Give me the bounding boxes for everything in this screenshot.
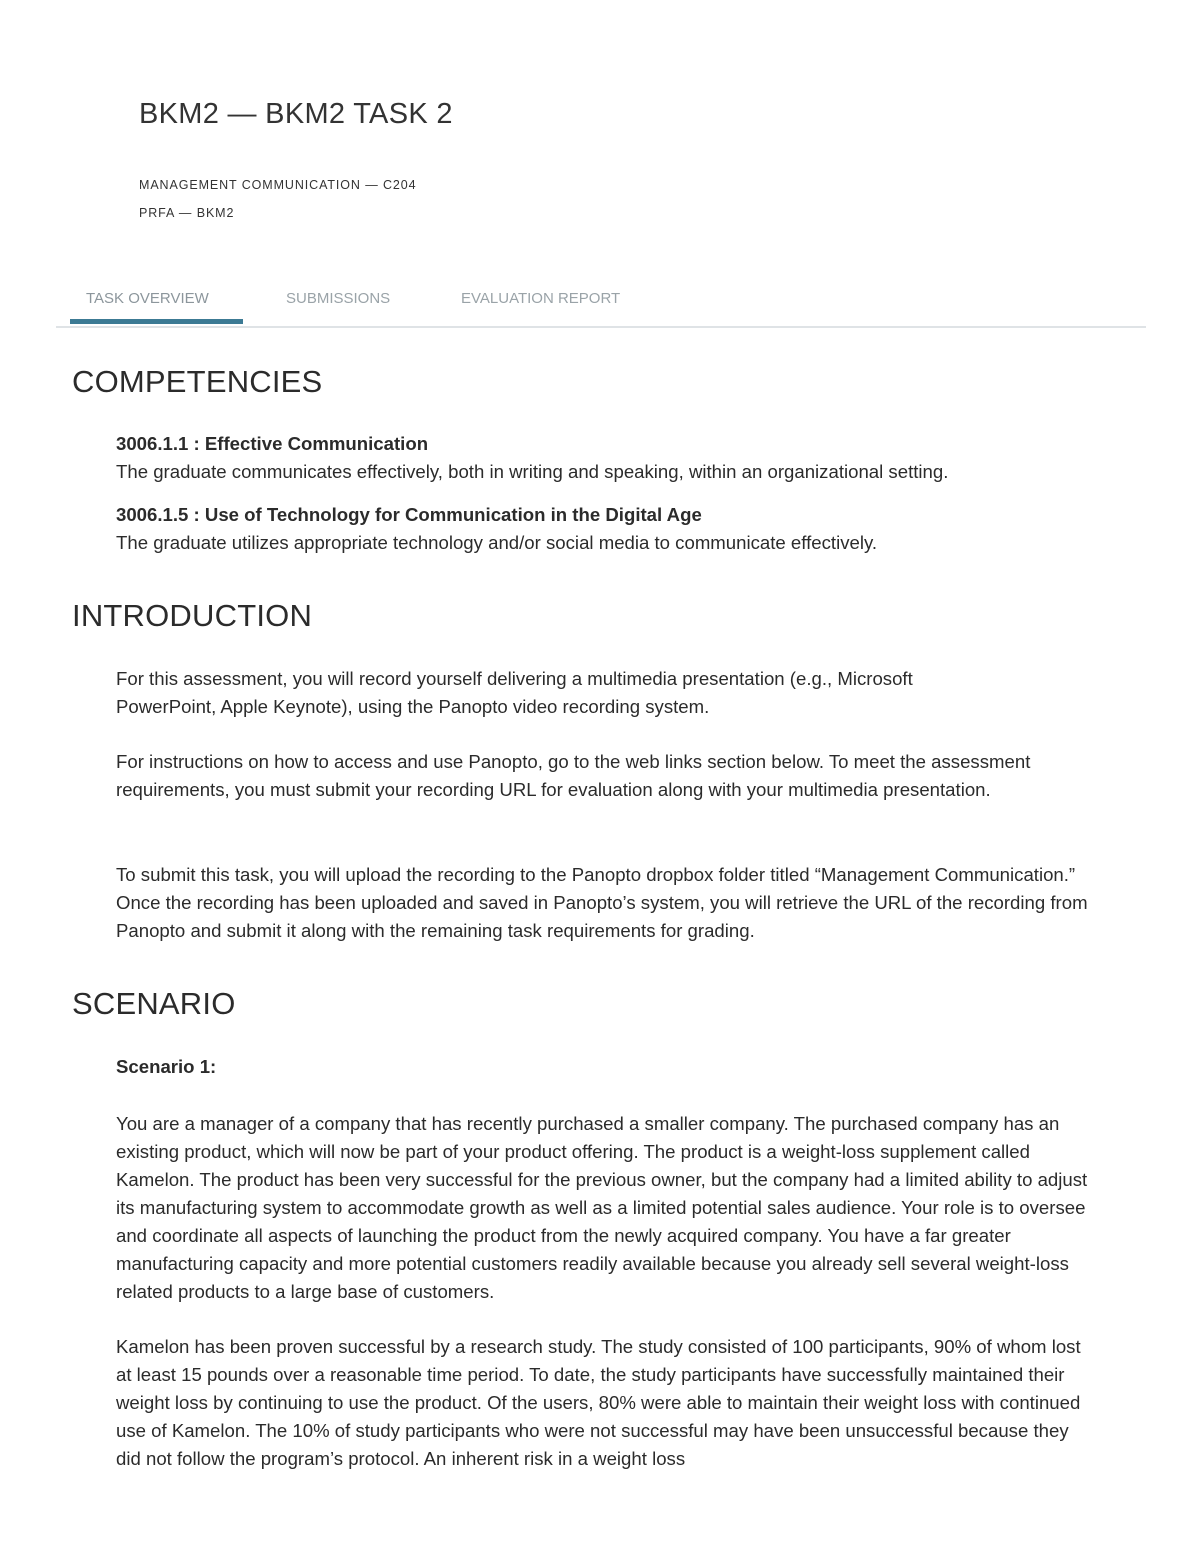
tab-evaluation-report[interactable]: EVALUATION REPORT [461,290,621,307]
scenario-heading: SCENARIO [72,986,236,1021]
scenario-paragraph: You are a manager of a company that has recently purchased a smaller company. The purchased company has an existing product, which will now be part of your product offering. The product is a weight-loss supplement called Kamelon. The product has been very successful for the previous owner, but the company had a limited ability to adjust its manufacturing system to accommodate growth as well as a limited potential sales audience. Your role is to oversee and coordinate all aspects of launching the product from the newly acquired company. You have a far greater manufacturing capacity and more potential customers readily available because you already sell several weight-loss related products to a large base of customers. [116,1113,1088,1302]
course-name: MANAGEMENT COMMUNICATION — C204 [139,178,417,192]
competency-description: The graduate communicates effectively, both in writing and speaking, within an organizational setting. [116,461,949,482]
introduction-paragraph: To submit this task, you will upload the recording to the Panopto dropbox folder titled “Management Communication.” Once the recording has been uploaded and saved in Panopto’s system, you will retrieve the URL of the recording from Panopto and submit it along with the remaining task requirements for grading. [116,864,1088,941]
competency-title: 3006.1.1 : Effective Communication [116,433,429,454]
page-title: BKM2 — BKM2 TASK 2 [139,98,453,130]
competency-item [116,501,1096,557]
course-code: PRFA — BKM2 [139,206,235,220]
introduction-paragraph: For this assessment, you will record yourself delivering a multimedia presentation (e.g., Microsoft PowerPoint, Apple Keynote), using the Panopto video recording system. [116,668,913,717]
competency-description: The graduate utilizes appropriate technology and/or social media to communicate effectively. [116,532,878,553]
introduction-heading: INTRODUCTION [72,598,313,633]
competencies-heading: COMPETENCIES [72,364,323,399]
tab-task-overview[interactable]: TASK OVERVIEW [86,290,209,307]
active-tab-indicator [70,319,243,324]
scenario-subheading: Scenario 1: [116,1056,217,1077]
introduction-paragraph: For instructions on how to access and use Panopto, go to the web links section below. To meet the assessment requirements, you must submit your recording URL for evaluation along with your multimedia presentation. [116,751,1031,800]
tab-submissions[interactable]: SUBMISSIONS [286,290,391,307]
tab-bar [56,280,1146,328]
competency-item [116,430,1096,486]
competency-title: 3006.1.5 : Use of Technology for Communication in the Digital Age [116,504,702,525]
scenario-paragraph: Kamelon has been proven successful by a research study. The study consisted of 100 participants, 90% of whom lost at least 15 pounds over a reasonable time period. To date, the study participants have successfully maintained their weight loss by continuing to use the product. Of the users, 80% were able to maintain their weight loss with continued use of Kamelon. The 10% of study participants who were not successful may have been unsuccessful because they did not follow the program’s protocol. An inherent risk in a weight loss [116,1336,1081,1469]
